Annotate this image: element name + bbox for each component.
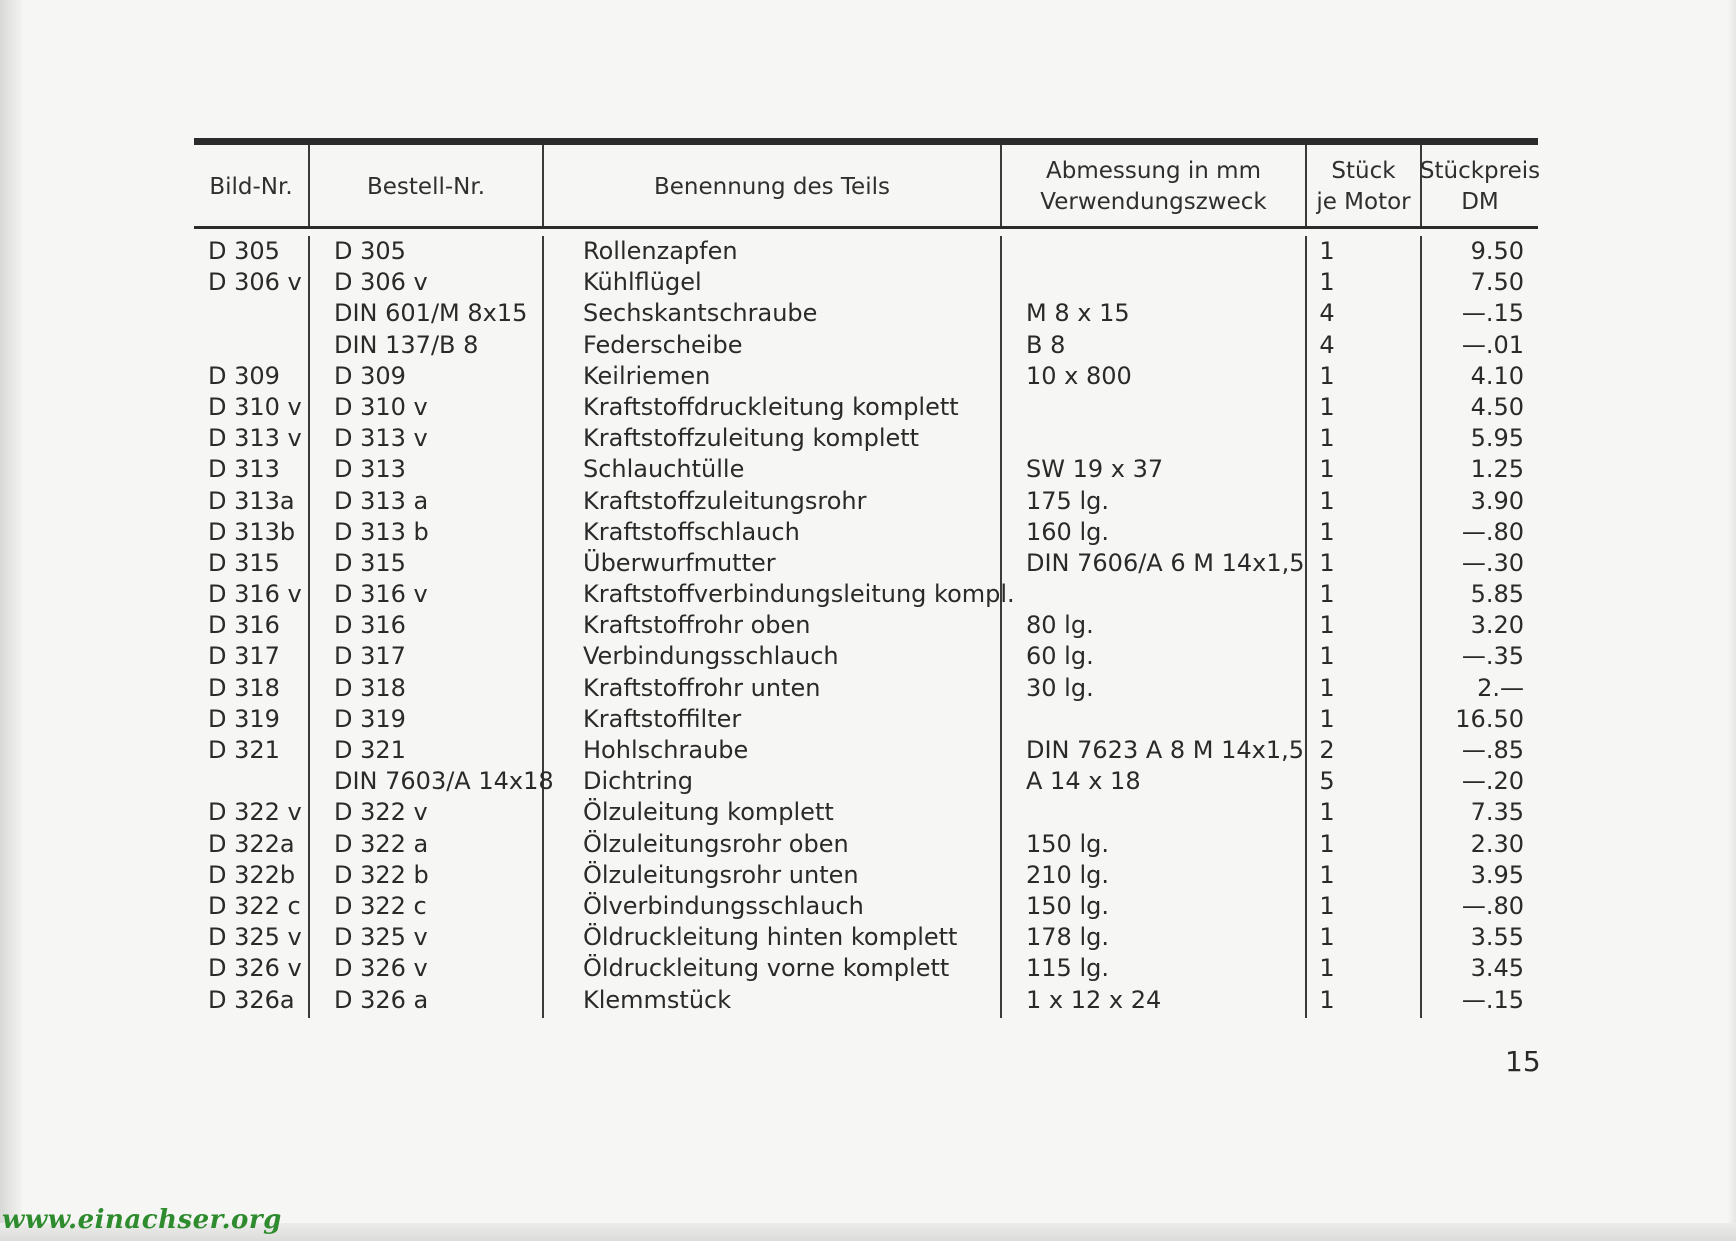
cell-bestell-nr: D 306 v bbox=[334, 268, 428, 297]
header-text: Bestell-Nr. bbox=[366, 173, 486, 200]
cell-bestell-nr: D 322 v bbox=[334, 798, 428, 827]
cell-abmessung: 160 lg. bbox=[1026, 517, 1109, 546]
header-stueck bbox=[1307, 156, 1420, 218]
cell-stueck: 1 bbox=[1319, 829, 1335, 858]
cell-benennung: Kühlflügel bbox=[583, 268, 702, 297]
cell-bild-nr: D 306 v bbox=[208, 268, 302, 297]
cell-stueck: 1 bbox=[1319, 642, 1335, 671]
cell-bestell-nr: D 326 a bbox=[334, 985, 429, 1014]
cell-bild-nr: D 319 bbox=[208, 704, 280, 733]
cell-stueck: 1 bbox=[1319, 392, 1335, 421]
cell-stueckpreis: —.35 bbox=[1461, 642, 1524, 671]
cell-stueck: 4 bbox=[1319, 299, 1335, 328]
cell-stueck: 1 bbox=[1319, 985, 1335, 1014]
table-row bbox=[194, 547, 1538, 578]
cell-bestell-nr: D 316 v bbox=[334, 580, 428, 609]
cell-benennung: Ölzuleitungsrohr oben bbox=[583, 829, 849, 858]
cell-stueck: 1 bbox=[1319, 237, 1335, 265]
table-row bbox=[194, 329, 1538, 360]
cell-stueck: 1 bbox=[1319, 455, 1335, 484]
cell-bild-nr: D 322 v bbox=[208, 798, 302, 827]
cell-bestell-nr: D 313 b bbox=[334, 517, 429, 546]
cell-bild-nr: D 310 v bbox=[208, 392, 302, 421]
cell-bild-nr: D 313a bbox=[208, 486, 295, 515]
cell-bild-nr: D 321 bbox=[208, 736, 280, 764]
header-bestell-nr bbox=[310, 156, 542, 218]
cell-bild-nr: D 325 v bbox=[208, 923, 302, 952]
table-row bbox=[194, 235, 1538, 266]
cell-abmessung: 150 lg. bbox=[1026, 829, 1109, 858]
table-row bbox=[194, 765, 1538, 796]
table-row bbox=[194, 890, 1538, 921]
header-text: DM bbox=[1461, 189, 1499, 215]
cell-stueck: 5 bbox=[1319, 767, 1335, 796]
page-binding-shadow bbox=[0, 0, 22, 1241]
table-row bbox=[194, 391, 1538, 422]
cell-stueck: 1 bbox=[1319, 486, 1335, 515]
cell-benennung: Kraftstoffrohr unten bbox=[583, 673, 821, 702]
cell-stueckpreis: 3.95 bbox=[1470, 860, 1524, 889]
cell-abmessung: DIN 7623 A 8 M 14x1,5 bbox=[1026, 736, 1305, 764]
cell-bild-nr: D 309 bbox=[208, 361, 280, 390]
cell-stueckpreis: —.85 bbox=[1461, 736, 1524, 764]
cell-abmessung: 115 lg. bbox=[1026, 954, 1109, 983]
cell-stueckpreis: —.20 bbox=[1461, 767, 1524, 796]
table-row bbox=[194, 485, 1538, 516]
cell-stueck: 1 bbox=[1319, 361, 1335, 390]
cell-benennung: Ölzuleitungsrohr unten bbox=[583, 860, 859, 889]
cell-bild-nr: D 316 v bbox=[208, 580, 302, 609]
page-right-edge bbox=[1728, 0, 1736, 1241]
cell-bestell-nr: D 322 b bbox=[334, 860, 429, 889]
header-bottom-rule bbox=[194, 226, 1538, 229]
cell-bild-nr: D 326 v bbox=[208, 954, 302, 983]
cell-benennung: Schlauchtülle bbox=[583, 455, 745, 484]
cell-bestell-nr: D 322 c bbox=[334, 891, 427, 920]
cell-stueckpreis: 2.30 bbox=[1470, 829, 1524, 858]
cell-stueck: 1 bbox=[1319, 954, 1335, 983]
cell-stueck: 1 bbox=[1319, 923, 1335, 952]
cell-stueckpreis: —.80 bbox=[1461, 891, 1524, 920]
cell-abmessung: 175 lg. bbox=[1026, 486, 1109, 515]
table-row bbox=[194, 578, 1538, 609]
table-row bbox=[194, 297, 1538, 328]
cell-stueck: 1 bbox=[1319, 704, 1335, 733]
cell-bestell-nr: D 317 bbox=[334, 642, 406, 671]
cell-stueck: 1 bbox=[1319, 424, 1335, 453]
cell-abmessung: DIN 7606/A 6 M 14x1,5 bbox=[1026, 548, 1305, 577]
cell-bestell-nr: D 322 a bbox=[334, 829, 429, 858]
cell-stueckpreis: 7.50 bbox=[1470, 268, 1524, 297]
cell-stueckpreis: 3.20 bbox=[1470, 611, 1524, 640]
cell-bestell-nr: D 313 a bbox=[334, 486, 429, 515]
cell-benennung: Rollenzapfen bbox=[583, 237, 738, 265]
cell-bild-nr: D 316 bbox=[208, 611, 280, 640]
cell-stueck: 1 bbox=[1319, 891, 1335, 920]
page-number: 15 bbox=[1505, 1045, 1541, 1078]
table-top-rule bbox=[194, 138, 1538, 145]
table-row bbox=[194, 640, 1538, 671]
cell-bild-nr: D 313b bbox=[208, 517, 296, 546]
header-text: Abmessung in mm bbox=[1045, 158, 1261, 184]
cell-stueck: 1 bbox=[1319, 517, 1335, 546]
cell-stueckpreis: 4.10 bbox=[1470, 361, 1524, 390]
cell-stueck: 2 bbox=[1319, 736, 1335, 764]
table-row bbox=[194, 703, 1538, 734]
cell-stueckpreis: —.15 bbox=[1461, 299, 1524, 328]
cell-benennung: Dichtring bbox=[583, 767, 693, 796]
cell-bild-nr: D 317 bbox=[208, 642, 280, 671]
cell-benennung: Federscheibe bbox=[583, 330, 743, 359]
cell-stueckpreis: 4.50 bbox=[1470, 392, 1524, 421]
cell-benennung: Hohlschraube bbox=[583, 736, 749, 764]
table-row bbox=[194, 921, 1538, 952]
cell-bestell-nr: D 313 bbox=[334, 455, 406, 484]
cell-abmessung: 150 lg. bbox=[1026, 891, 1109, 920]
cell-abmessung: 80 lg. bbox=[1026, 611, 1094, 640]
table-row bbox=[194, 952, 1538, 983]
cell-bild-nr: D 305 bbox=[208, 237, 280, 265]
cell-bild-nr: D 322a bbox=[208, 829, 295, 858]
cell-abmessung: 60 lg. bbox=[1026, 642, 1094, 671]
table-body bbox=[194, 235, 1538, 1015]
cell-bestell-nr: D 325 v bbox=[334, 923, 428, 952]
cell-stueckpreis: 16.50 bbox=[1455, 704, 1524, 733]
table-row bbox=[194, 859, 1538, 890]
table-row bbox=[194, 266, 1538, 297]
cell-abmessung: 10 x 800 bbox=[1026, 361, 1132, 390]
table-row bbox=[194, 796, 1538, 827]
cell-benennung: Öldruckleitung hinten komplett bbox=[583, 923, 958, 952]
table-row bbox=[194, 828, 1538, 859]
cell-bestell-nr: D 310 v bbox=[334, 392, 428, 421]
cell-bild-nr: D 322b bbox=[208, 860, 296, 889]
cell-bestell-nr: DIN 137/B 8 bbox=[334, 330, 479, 359]
header-text: Stück bbox=[1331, 158, 1396, 184]
cell-bestell-nr: DIN 601/M 8x15 bbox=[334, 299, 528, 328]
cell-stueckpreis: 3.90 bbox=[1470, 486, 1524, 515]
cell-stueck: 1 bbox=[1319, 580, 1335, 609]
cell-benennung: Ölzuleitung komplett bbox=[583, 798, 834, 827]
cell-stueck: 1 bbox=[1319, 268, 1335, 297]
cell-stueckpreis: —.01 bbox=[1461, 330, 1524, 359]
cell-stueckpreis: —.30 bbox=[1461, 548, 1524, 577]
table-row bbox=[194, 453, 1538, 484]
cell-bild-nr: D 315 bbox=[208, 548, 280, 577]
cell-benennung: Kraftstoffrohr oben bbox=[583, 611, 811, 640]
cell-bestell-nr: D 309 bbox=[334, 361, 406, 390]
cell-bild-nr: D 322 c bbox=[208, 891, 301, 920]
cell-abmessung: 30 lg. bbox=[1026, 673, 1094, 702]
cell-benennung: Ölverbindungsschlauch bbox=[583, 891, 864, 920]
cell-stueckpreis: 3.55 bbox=[1470, 923, 1524, 952]
cell-bestell-nr: D 315 bbox=[334, 548, 406, 577]
cell-benennung: Kraftstoffzuleitungsrohr bbox=[583, 486, 867, 515]
cell-bestell-nr: D 318 bbox=[334, 673, 406, 702]
cell-abmessung: 1 x 12 x 24 bbox=[1026, 985, 1162, 1014]
header-text: Stückpreis bbox=[1419, 158, 1541, 184]
cell-bestell-nr: D 316 bbox=[334, 611, 406, 640]
cell-benennung: Kraftstoffzuleitung komplett bbox=[583, 424, 920, 453]
cell-benennung: Kraftstoffdruckleitung komplett bbox=[583, 392, 959, 421]
cell-benennung: Überwurfmutter bbox=[583, 548, 776, 577]
cell-bestell-nr: D 319 bbox=[334, 704, 406, 733]
cell-bild-nr: D 318 bbox=[208, 673, 280, 702]
cell-benennung: Öldruckleitung vorne komplett bbox=[583, 954, 950, 983]
cell-stueckpreis: —.15 bbox=[1461, 985, 1524, 1014]
header-text: Verwendungszweck bbox=[1040, 189, 1267, 215]
cell-bestell-nr: D 326 v bbox=[334, 954, 428, 983]
cell-stueckpreis: 7.35 bbox=[1470, 798, 1524, 827]
cell-bestell-nr: D 321 bbox=[334, 736, 406, 764]
cell-stueckpreis: 5.95 bbox=[1470, 424, 1524, 453]
cell-stueckpreis: 3.45 bbox=[1470, 954, 1524, 983]
cell-bild-nr: D 313 bbox=[208, 455, 280, 484]
table-row bbox=[194, 422, 1538, 453]
cell-abmessung: SW 19 x 37 bbox=[1026, 455, 1164, 484]
table-row bbox=[194, 360, 1538, 391]
cell-stueckpreis: 5.85 bbox=[1470, 580, 1524, 609]
cell-benennung: Sechskantschraube bbox=[583, 299, 818, 328]
table-row bbox=[194, 516, 1538, 547]
cell-bild-nr: D 326a bbox=[208, 985, 295, 1014]
header-stueckpreis bbox=[1419, 156, 1541, 218]
cell-stueck: 1 bbox=[1319, 860, 1335, 889]
cell-benennung: Kraftstoffschlauch bbox=[583, 517, 800, 546]
cell-stueckpreis: —.80 bbox=[1461, 517, 1524, 546]
header-bild-nr bbox=[194, 156, 308, 218]
cell-stueck: 1 bbox=[1319, 548, 1335, 577]
header-text: Bild-Nr. bbox=[209, 173, 293, 200]
cell-benennung: Keilriemen bbox=[583, 361, 711, 390]
cell-abmessung: 178 lg. bbox=[1026, 923, 1109, 952]
cell-stueck: 1 bbox=[1319, 611, 1335, 640]
cell-bild-nr: D 313 v bbox=[208, 424, 302, 453]
header-abmessung bbox=[1002, 156, 1305, 218]
cell-abmessung: 210 lg. bbox=[1026, 860, 1109, 889]
cell-abmessung: M 8 x 15 bbox=[1026, 299, 1130, 328]
cell-bestell-nr: D 305 bbox=[334, 237, 406, 265]
cell-stueckpreis: 9.50 bbox=[1470, 237, 1524, 265]
cell-stueck: 4 bbox=[1319, 330, 1335, 359]
cell-benennung: Klemmstück bbox=[583, 985, 732, 1014]
cell-bestell-nr: D 313 v bbox=[334, 424, 428, 453]
header-benennung bbox=[544, 156, 1000, 218]
cell-stueck: 1 bbox=[1319, 673, 1335, 702]
cell-benennung: Kraftstoffverbindungsleitung kompl. bbox=[583, 580, 1015, 609]
table-row bbox=[194, 734, 1538, 765]
cell-stueckpreis: 1.25 bbox=[1470, 455, 1524, 484]
table-row bbox=[194, 984, 1538, 1015]
cell-stueckpreis: 2.— bbox=[1477, 673, 1524, 702]
header-text: Benennung des Teils bbox=[654, 173, 890, 200]
cell-abmessung: B 8 bbox=[1026, 330, 1066, 359]
cell-abmessung: A 14 x 18 bbox=[1026, 767, 1141, 796]
cell-benennung: Verbindungsschlauch bbox=[583, 642, 839, 671]
cell-stueck: 1 bbox=[1319, 798, 1335, 827]
table-row bbox=[194, 609, 1538, 640]
header-text: je Motor bbox=[1316, 189, 1411, 215]
table-row bbox=[194, 672, 1538, 703]
watermark: www.einachser.org bbox=[2, 1205, 282, 1235]
cell-benennung: Kraftstoffilter bbox=[583, 704, 742, 733]
cell-bestell-nr: DIN 7603/A 14x18 bbox=[334, 767, 554, 796]
